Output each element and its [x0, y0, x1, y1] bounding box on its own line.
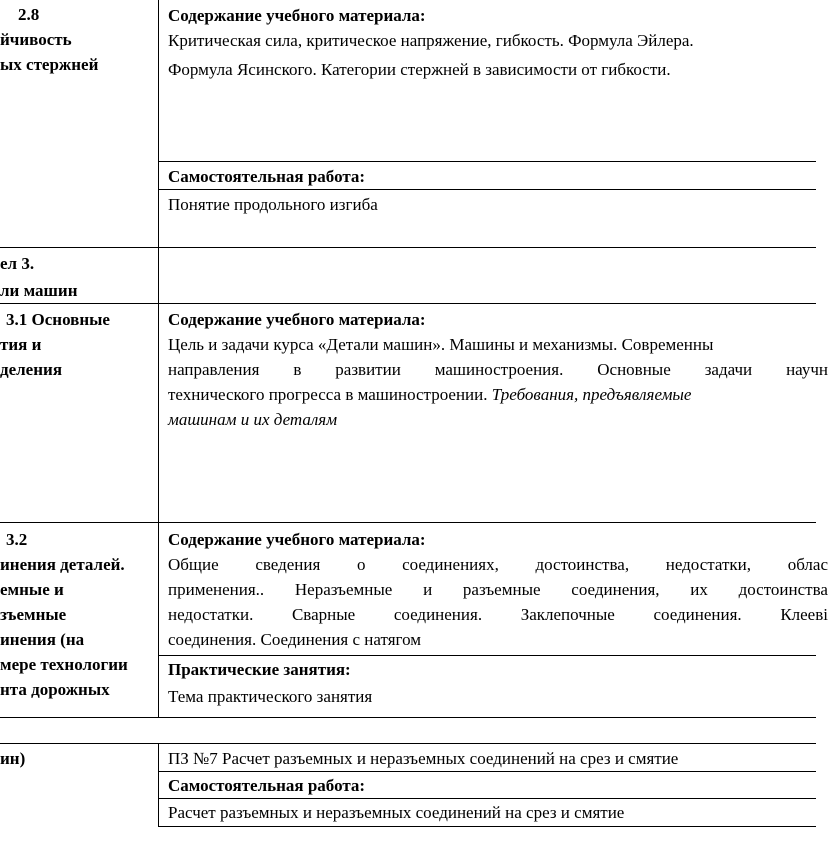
- topic-2-8-content: Содержание учебного материала: Критическая сила, критическое напряжение, гибкость. Формула Эйлера. Формула Ясинского. Категории стержней в зависимости от гибкости.: [168, 6, 694, 79]
- practice-item-pz7: ПЗ №7 Расчет разъемных и неразъемных соединений на срез и смятие: [168, 749, 679, 768]
- topic-3-1-title: 3.1 Основные тия и деления: [0, 310, 110, 379]
- row-divider: [0, 303, 816, 304]
- row-divider: [158, 655, 816, 656]
- topic-3-2-title-continued: ин): [0, 749, 26, 768]
- row-divider: [158, 771, 816, 772]
- row-divider: [158, 189, 816, 190]
- topic-3-2-practice-heading: Практические занятия:: [168, 660, 351, 679]
- justified-line: Общие сведения о соединениях, достоинства, недостатки, облас: [168, 555, 828, 574]
- topic-3-2-content: Содержание учебного материала: Общие сведения о соединениях, достоинства, недостатки, облас применения.. Неразъемные и разъемные соединения, их достоинства недостатки. Сварные соединения. Заклепочные соединения. Клееві соединения. Соединения с натягом: [168, 530, 828, 649]
- column-divider: [158, 0, 159, 717]
- bottom-self-work-heading: Самостоятельная работа:: [168, 776, 366, 795]
- row-divider: [158, 798, 816, 799]
- row-divider: [158, 826, 816, 827]
- justified-line: направления в развитии машиностроения. Основные задачи научн: [168, 360, 828, 379]
- topic-2-8-self-work-text: Понятие продольного изгиба: [168, 195, 378, 214]
- row-divider: [0, 247, 816, 248]
- column-divider: [158, 743, 159, 826]
- bottom-self-work-text: Расчет разъемных и неразъемных соединений на срез и смятие: [168, 803, 625, 822]
- section-3-title: ел 3. ли машин: [0, 254, 78, 300]
- row-divider: [158, 161, 816, 162]
- justified-line: недостатки. Сварные соединения. Заклепочные соединения. Клееві: [168, 605, 828, 624]
- topic-2-8-title: 2.8 йчивость ых стержней: [0, 5, 99, 74]
- topic-3-2-title: 3.2 инения деталей. емные и зъемные инения (на мере технологии нта дорожных: [0, 530, 128, 699]
- topic-3-1-content: Содержание учебного материала: Цель и задачи курса «Детали машин». Машины и механизмы. Современны направления в развитии машиностроения. Основные задачи научн технического прогресса в машиностроении. Требования, предъявляемые машинам и их деталям: [168, 310, 828, 429]
- topic-2-8-self-work-heading: Самостоятельная работа:: [168, 167, 366, 186]
- justified-line: применения.. Неразъемные и разъемные соединения, их достоинства: [168, 580, 828, 599]
- topic-3-2-practice-text: Тема практического занятия: [168, 687, 373, 706]
- row-divider: [0, 717, 816, 718]
- row-divider: [0, 743, 816, 744]
- row-divider: [0, 522, 816, 523]
